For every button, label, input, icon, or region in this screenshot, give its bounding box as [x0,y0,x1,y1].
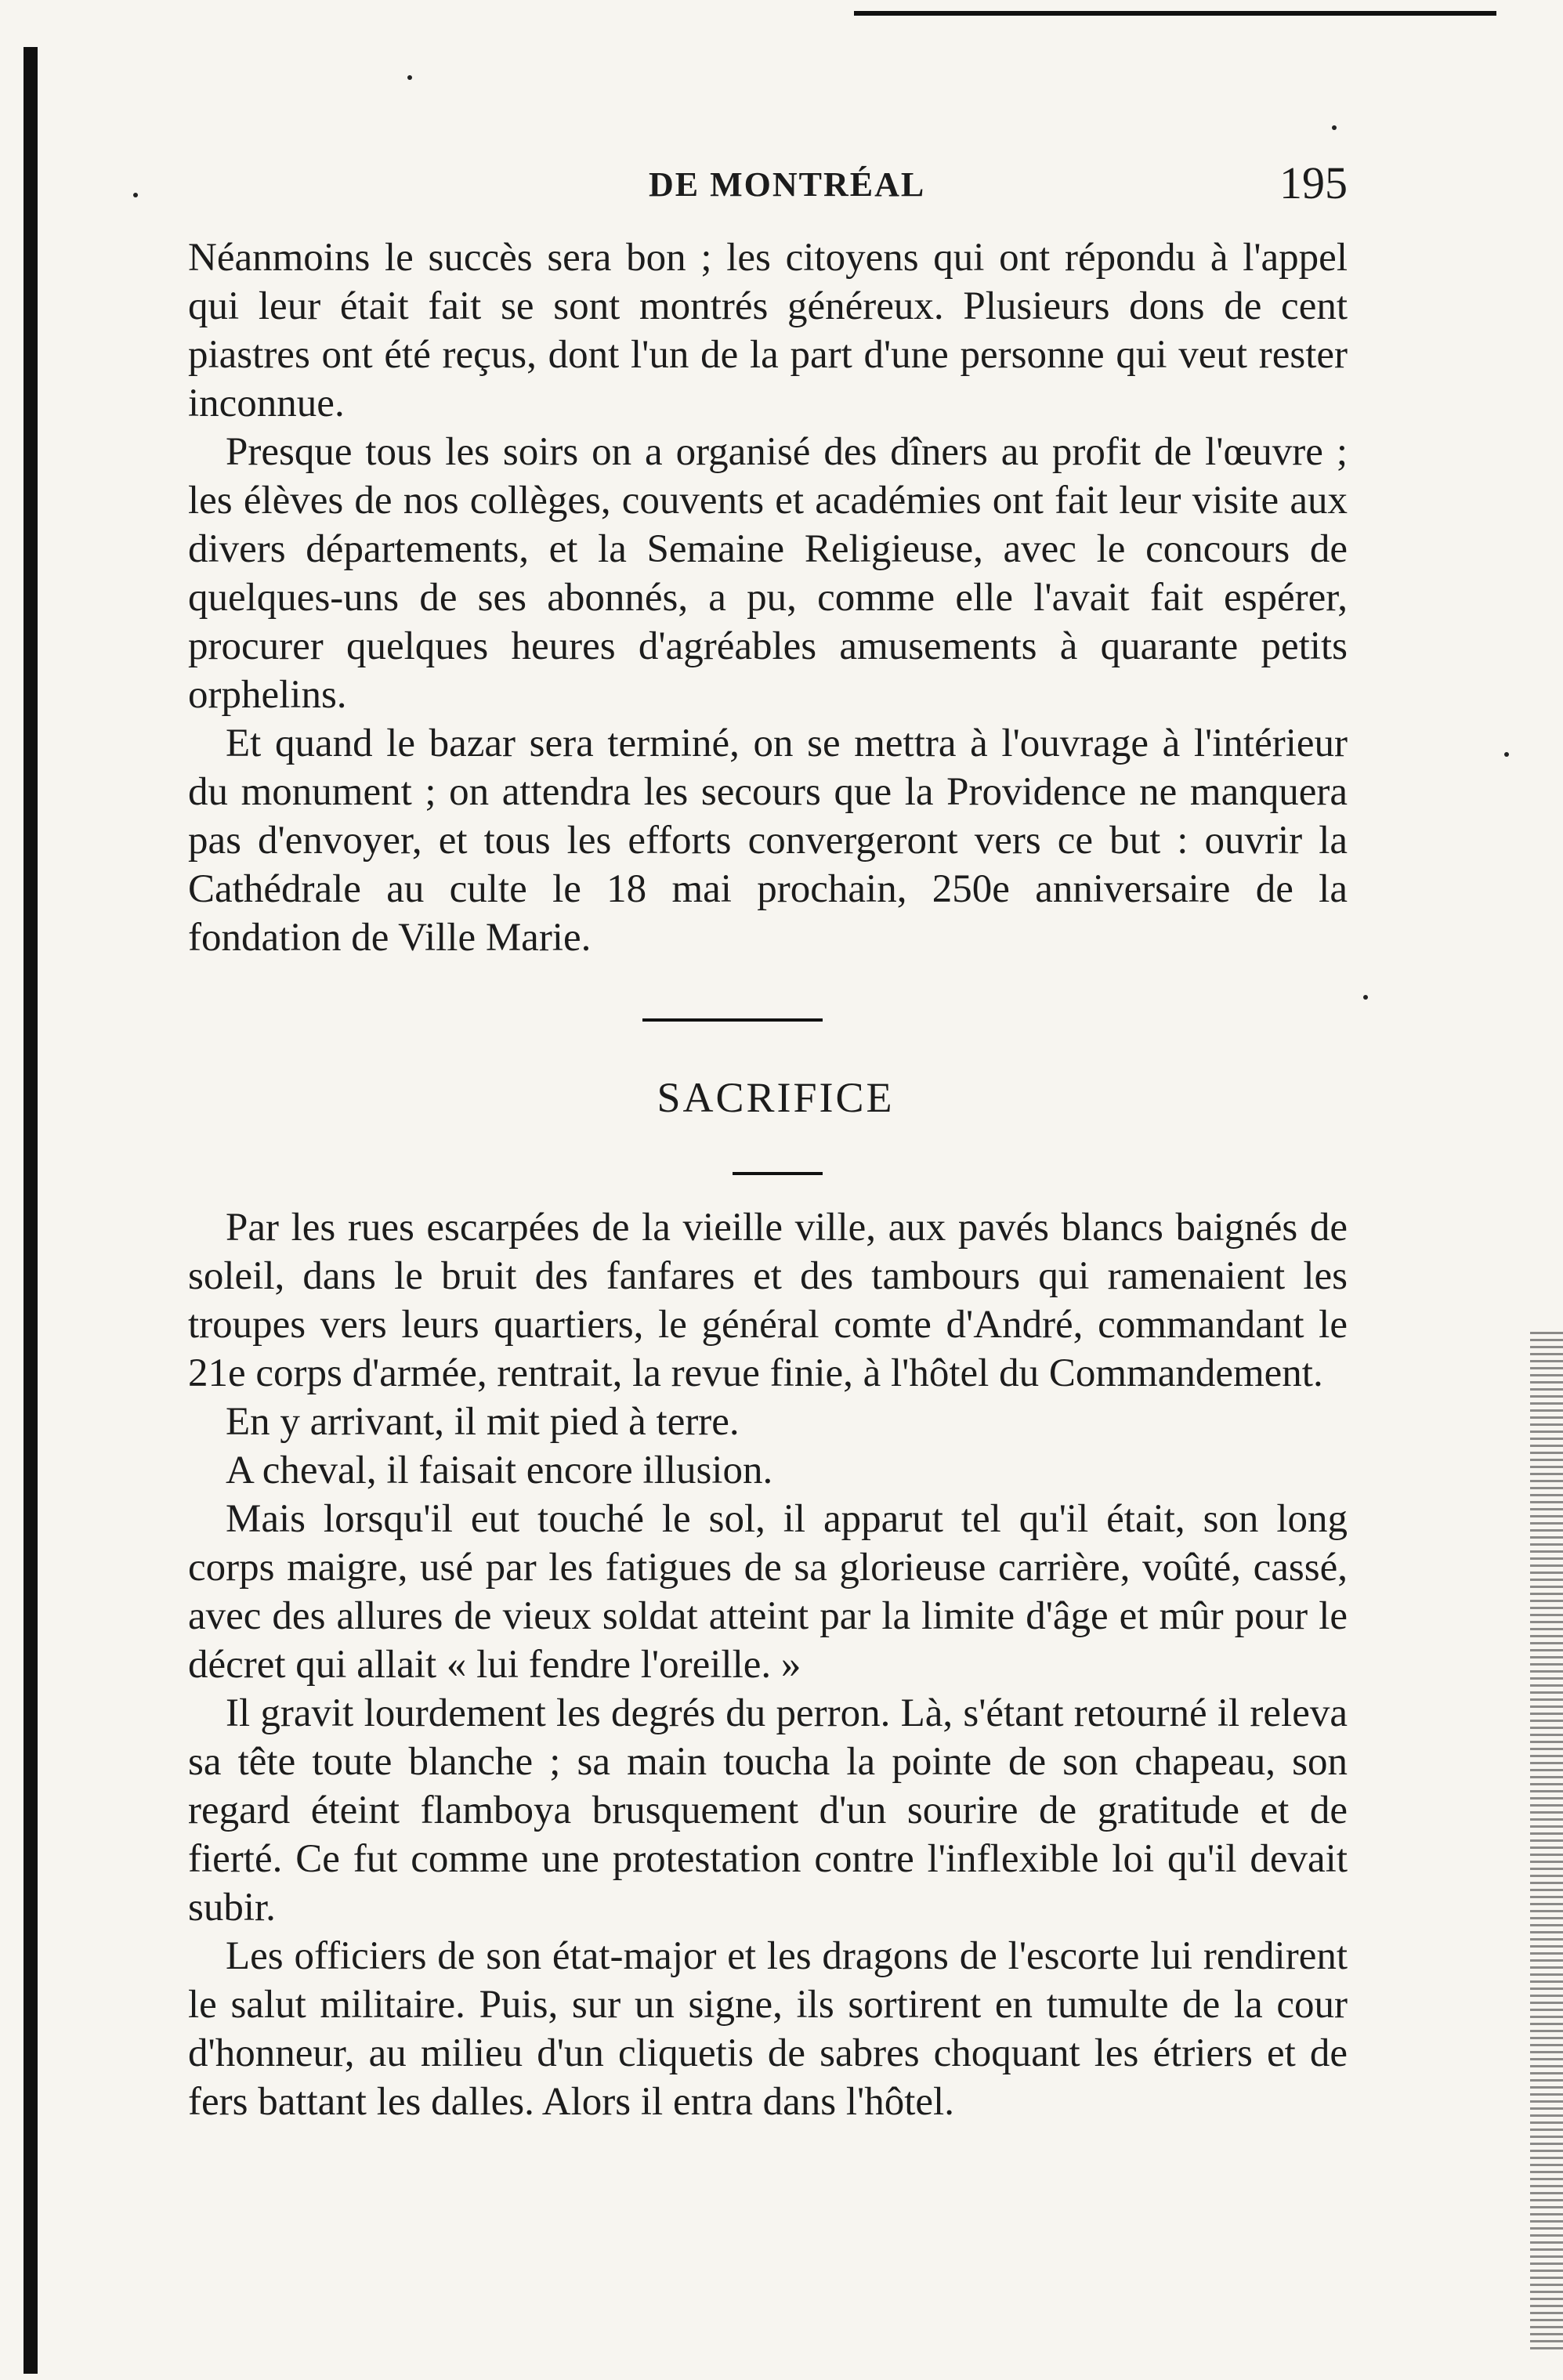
paragraph: Les officiers de son état-major et les dragons de l'escorte lui rendirent le salut militaire. Puis, sur un signe, ils sortirent en tumulte de la cour d'honneur, au milieu d'un cliquetis de sabres choquant les étriers et de fers battant les dalles. Alors il entra dans l'hôtel. [188,1934,1348,2124]
paragraph: En y arrivant, il mit pied à terre. [226,1400,740,1444]
top-rule [854,11,1496,16]
page-header [188,157,1348,208]
paragraph: Néanmoins le succès sera bon ; les citoyens qui ont répondu à l'appel qui leur était fait se sont montrés généreux. Plusieurs dons de cent piastres ont été reçus, dont l'un de la part d'une personne qui veut rester inconnue. [188,236,1348,425]
body-text-top [188,233,1348,962]
paragraph: Il gravit lourdement les degrés du perron. Là, s'étant retourné il releva sa tête toute blanche ; sa main toucha la pointe de son chapeau, son regard éteint flamboya brusquement d'un sourire de gratitude et de fierté. Ce fut comme une protestation contre l'inflexible loi qu'il devait subir. [188,1691,1348,1930]
paragraph: Par les rues escarpées de la vieille ville, aux pavés blancs baignés de soleil, dans le bruit des fanfares et des tambours qui ramenaient les troupes vers leurs quartiers, le général comte d'André, commandant le 21e corps d'armée, rentrait, la revue finie, à l'hôtel du Commandement. [188,1206,1348,1395]
scan-speck [133,193,138,197]
body-text-sacrifice [188,1203,1348,2126]
scan-speck [1504,752,1509,757]
scan-speck [1363,995,1368,1000]
scan-speck [1332,125,1337,130]
paragraph: Mais lorsqu'il eut touché le sol, il apparut tel qu'il était, son long corps maigre, usé par les fatigues de sa glorieuse carrière, voûté, cassé, avec des allures de vieux soldat atteint par la limite d'âge et mûr pour le décret qui allait « lui fendre l'oreille. » [188,1497,1348,1687]
title-underline [733,1172,823,1175]
scan-speck [407,75,412,80]
page-number: 195 [1279,157,1348,208]
section-separator [642,1018,823,1022]
right-edge-scan-noise [1530,1332,1563,2350]
left-binding-edge [24,47,38,2374]
running-head: DE MONTRÉAL [649,165,926,204]
section-title: SACRIFICE [657,1074,895,1121]
paragraph: Presque tous les soirs on a organisé des dîners au profit de l'œuvre ; les élèves de nos collèges, couvents et académies ont fait leur visite aux divers départements, et la Semaine Religieuse, avec le concours de quelques-uns de ses abonnés, a pu, comme elle l'avait fait espérer, procurer quelques heures d'agréables amusements à quarante petits orphelins. [188,430,1348,717]
paragraph: A cheval, il faisait encore illusion. [226,1449,773,1492]
paragraph: Et quand le bazar sera terminé, on se mettra à l'ouvrage à l'intérieur du monument ; on attendra les secours que la Providence ne manquera pas d'envoyer, et tous les efforts convergeront vers ce but : ouvrir la Cathédrale au culte le 18 mai prochain, 250e anniversaire de la fondation de Ville Marie. [188,722,1348,960]
